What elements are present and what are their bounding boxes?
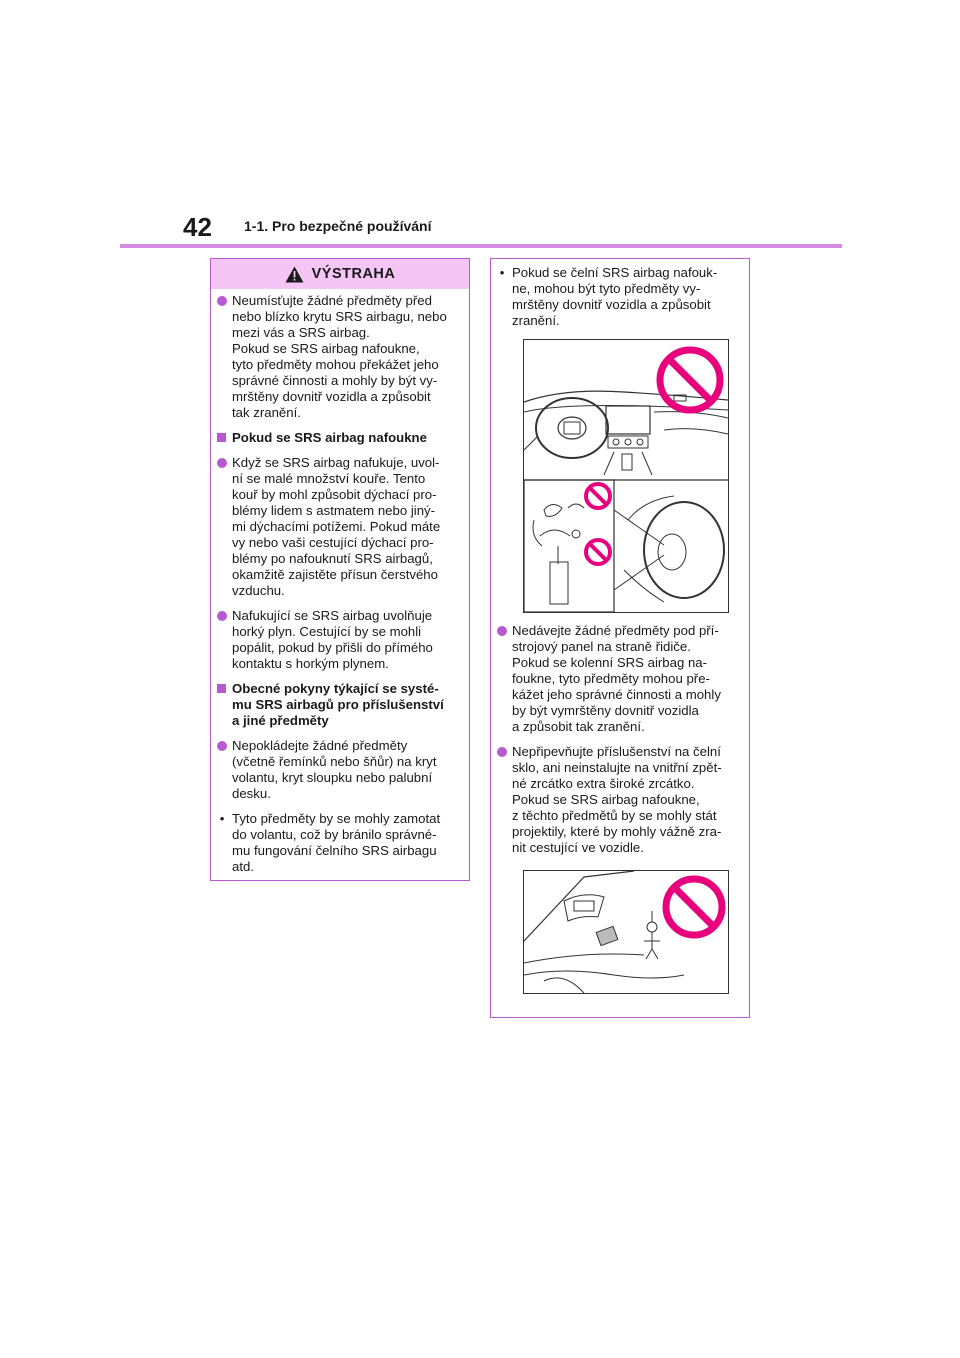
warning-content — [211, 289, 469, 875]
bullet-marker: • — [219, 811, 225, 826]
bullet-dot — [217, 296, 227, 306]
item-text: Neumísťujte žádné předměty před nebo blízko krytu SRS airbagu, nebo mezi vás a SRS airbag. Pokud se SRS airbag nafoukne, tyto předměty mohou překážet jeho správné činnosti a mohly by být vy- mrštěny dovnitř vozidla a způsobit tak zranění. — [232, 293, 447, 420]
list-item — [217, 608, 459, 672]
dashboard-drawing — [524, 340, 728, 612]
item-text: Nedávejte žádné předměty pod pří- strojový panel na straně řidiče. Pokud se kolenní SRS airbag na- foukne, tyto předměty mohou pře- kážet jeho správné činnosti a mohly by být vymrštěny dovnitř vozidla a způsobit tak zranění. — [512, 623, 721, 734]
warning-triangle-icon — [285, 266, 304, 283]
windshield-illustration — [523, 870, 729, 994]
item-text: Pokud se čelní SRS airbag nafouk- ne, mohou být tyto předměty vy- mrštěny dovnitř vozidla a způsobit zranění. — [512, 265, 718, 328]
item-text: Nepřipevňujte příslušenství na čelní sklo, ani neinstalujte na vnitřní zpět- né zrcátko extra široké zrcátko. Pokud se SRS airbag nafoukne, z těchto předmětů by se mohly stát projektily, které by mohly vážně zra- nit cestující ve vozidle. — [512, 744, 722, 855]
bullet-dot — [217, 741, 227, 751]
bullet-square — [217, 433, 226, 442]
list-item — [217, 738, 459, 802]
bullet-marker: • — [499, 265, 505, 280]
prohibition-icon — [586, 540, 610, 564]
subheading-text: Obecné pokyny týkající se systé- mu SRS airbagů pro příslušenství a jiné předměty — [232, 681, 444, 728]
subheading — [217, 430, 459, 446]
list-item — [497, 744, 739, 856]
list-item — [217, 455, 459, 599]
prohibition-icon — [660, 350, 720, 410]
warning-title: VÝSTRAHA — [311, 266, 396, 282]
bullet-dot — [497, 626, 507, 636]
item-text: Nafukující se SRS airbag uvolňuje horký plyn. Cestující by se mohli popálit, pokud by přišli do přímého kontaktu s horkým plynem. — [232, 608, 433, 671]
prohibition-icon — [586, 484, 610, 508]
item-text: Když se SRS airbag nafukuje, uvol- ní se malé množství kouře. Tento kouř by mohl způsobit dýchací pro- blémy lidem s astmatem nebo jiný- mi dýchacími potížemi. Pokud máte vy nebo vaši cestující dýchací pro- blémy po nafouknutí SRS airbagů, okamžitě zajistěte přísun čerstvého vzduchu. — [232, 455, 441, 598]
list-item — [497, 623, 739, 735]
prohibition-icon — [666, 879, 722, 935]
dashboard-illustration — [523, 339, 729, 613]
page-number: 42 — [183, 212, 212, 242]
list-item — [497, 265, 739, 329]
bullet-dot — [217, 458, 227, 468]
bullet-square — [217, 684, 226, 693]
subheading-text: Pokud se SRS airbag nafoukne — [232, 430, 427, 445]
section-title: 1-1. Pro bezpečné používání — [244, 218, 432, 234]
windshield-drawing — [524, 871, 728, 993]
bullet-dot — [497, 747, 507, 757]
list-item — [217, 293, 459, 421]
item-text: Nepokládejte žádné předměty (včetně řemínků nebo šňůr) na kryt volantu, kryt sloupku nebo palubní desku. — [232, 738, 437, 801]
header-rule — [120, 244, 842, 248]
list-item — [217, 811, 459, 875]
warning-box — [210, 258, 470, 881]
subheading — [217, 681, 459, 729]
bullet-dot — [217, 611, 227, 621]
continuation-box — [490, 258, 750, 1018]
item-text: Tyto předměty by se mohly zamotat do volantu, což by bránilo správné- mu fungování čelního SRS airbagu atd. — [232, 811, 441, 874]
warning-header — [211, 259, 469, 289]
